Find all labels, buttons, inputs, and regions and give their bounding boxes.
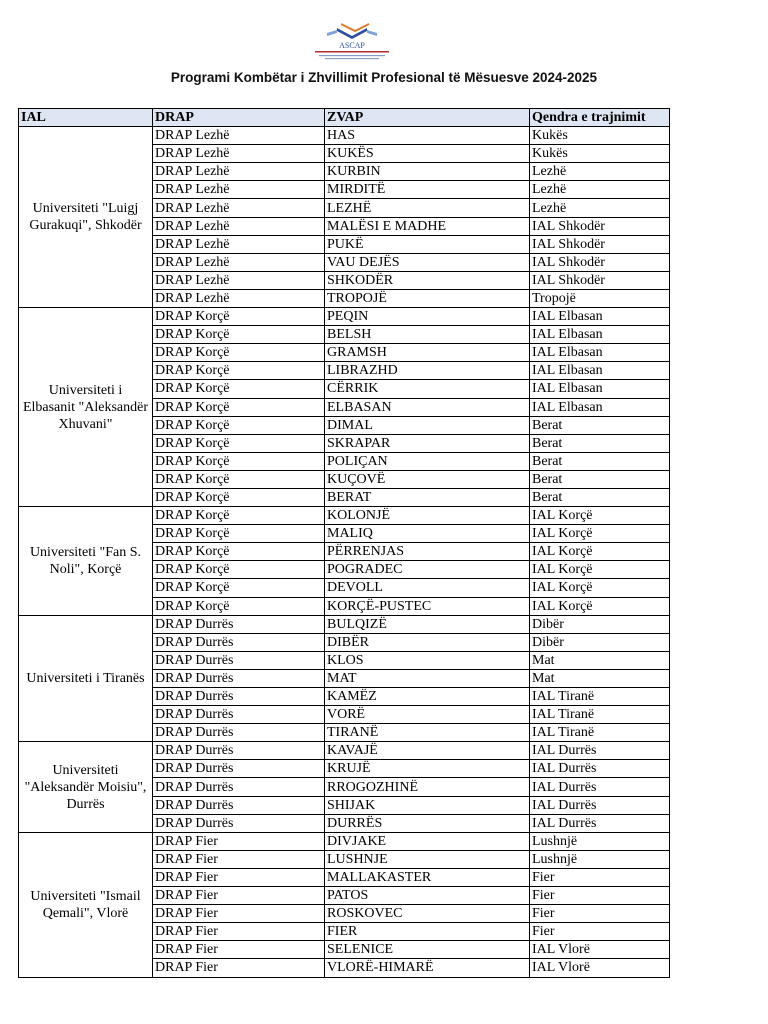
zvap-cell: HAS bbox=[325, 127, 530, 145]
document-title: Programi Kombëtar i Zhvillimit Profesional të Mësuesve 2024-2025 bbox=[170, 70, 598, 85]
column-header-ial: IAL bbox=[19, 109, 153, 127]
zvap-cell: MALIQ bbox=[325, 525, 530, 543]
zvap-cell: PATOS bbox=[325, 887, 530, 905]
zvap-cell: DEVOLL bbox=[325, 579, 530, 597]
drap-cell: DRAP Lezhë bbox=[153, 145, 325, 163]
zvap-cell: MAT bbox=[325, 669, 530, 687]
zvap-cell: LIBRAZHD bbox=[325, 362, 530, 380]
training-center-cell: Tropojë bbox=[530, 289, 670, 307]
training-center-cell: IAL Korçë bbox=[530, 597, 670, 615]
ascap-logo bbox=[297, 18, 407, 64]
drap-cell: DRAP Korçë bbox=[153, 398, 325, 416]
training-center-cell: Berat bbox=[530, 488, 670, 506]
training-center-cell: IAL Elbasan bbox=[530, 326, 670, 344]
drap-cell: DRAP Korçë bbox=[153, 488, 325, 506]
drap-cell: DRAP Durrës bbox=[153, 778, 325, 796]
drap-cell: DRAP Korçë bbox=[153, 362, 325, 380]
zvap-cell: VORË bbox=[325, 706, 530, 724]
training-center-cell: IAL Tiranë bbox=[530, 688, 670, 706]
drap-cell: DRAP Fier bbox=[153, 832, 325, 850]
drap-cell: DRAP Korçë bbox=[153, 470, 325, 488]
training-center-cell: Berat bbox=[530, 470, 670, 488]
drap-cell: DRAP Durrës bbox=[153, 615, 325, 633]
training-center-cell: Lezhë bbox=[530, 199, 670, 217]
drap-cell: DRAP Fier bbox=[153, 905, 325, 923]
training-center-cell: Kukës bbox=[530, 145, 670, 163]
drap-cell: DRAP Durrës bbox=[153, 688, 325, 706]
training-center-cell: Fier bbox=[530, 868, 670, 886]
zvap-cell: MALLAKASTER bbox=[325, 868, 530, 886]
training-center-cell: Lushnjë bbox=[530, 832, 670, 850]
zvap-cell: RROGOZHINË bbox=[325, 778, 530, 796]
zvap-cell: DURRËS bbox=[325, 814, 530, 832]
zvap-cell: SELENICE bbox=[325, 941, 530, 959]
drap-cell: DRAP Durrës bbox=[153, 669, 325, 687]
assignment-table bbox=[18, 108, 670, 978]
drap-cell: DRAP Durrës bbox=[153, 706, 325, 724]
table-row bbox=[19, 308, 670, 326]
training-center-cell: IAL Korçë bbox=[530, 579, 670, 597]
training-center-cell: Fier bbox=[530, 887, 670, 905]
table-header-row bbox=[19, 109, 670, 127]
training-center-cell: Berat bbox=[530, 434, 670, 452]
drap-cell: DRAP Korçë bbox=[153, 344, 325, 362]
drap-cell: DRAP Korçë bbox=[153, 326, 325, 344]
ial-institution-cell: Universiteti "Aleksandër Moisiu", Durrës bbox=[19, 742, 153, 832]
zvap-cell: SHKODËR bbox=[325, 271, 530, 289]
drap-cell: DRAP Durrës bbox=[153, 814, 325, 832]
zvap-cell: PEQIN bbox=[325, 308, 530, 326]
zvap-cell: SHIJAK bbox=[325, 796, 530, 814]
training-center-cell: IAL Tiranë bbox=[530, 706, 670, 724]
training-center-cell: Berat bbox=[530, 452, 670, 470]
training-center-cell: IAL Elbasan bbox=[530, 362, 670, 380]
drap-cell: DRAP Durrës bbox=[153, 651, 325, 669]
zvap-cell: KLOS bbox=[325, 651, 530, 669]
zvap-cell: KAMËZ bbox=[325, 688, 530, 706]
drap-cell: DRAP Fier bbox=[153, 868, 325, 886]
zvap-cell: POLIÇAN bbox=[325, 452, 530, 470]
logo-wordmark: ASCAP bbox=[339, 41, 365, 50]
training-center-cell: IAL Durrës bbox=[530, 778, 670, 796]
table-row bbox=[19, 742, 670, 760]
zvap-cell: DIBËR bbox=[325, 633, 530, 651]
training-center-cell: Mat bbox=[530, 651, 670, 669]
drap-cell: DRAP Korçë bbox=[153, 525, 325, 543]
training-center-cell: IAL Shkodër bbox=[530, 271, 670, 289]
zvap-cell: KURBIN bbox=[325, 163, 530, 181]
zvap-cell: KRUJË bbox=[325, 760, 530, 778]
ial-institution-cell: Universiteti i Elbasanit "Aleksandër Xhuvani" bbox=[19, 308, 153, 507]
drap-cell: DRAP Durrës bbox=[153, 760, 325, 778]
training-center-cell: IAL Elbasan bbox=[530, 398, 670, 416]
zvap-cell: VLORË-HIMARË bbox=[325, 959, 530, 977]
zvap-cell: FIER bbox=[325, 923, 530, 941]
drap-cell: DRAP Korçë bbox=[153, 597, 325, 615]
zvap-cell: KUÇOVË bbox=[325, 470, 530, 488]
training-center-cell: Mat bbox=[530, 669, 670, 687]
zvap-cell: KORÇË-PUSTEC bbox=[325, 597, 530, 615]
drap-cell: DRAP Korçë bbox=[153, 561, 325, 579]
training-center-cell: Fier bbox=[530, 905, 670, 923]
zvap-cell: MIRDITË bbox=[325, 181, 530, 199]
training-center-cell: IAL Shkodër bbox=[530, 217, 670, 235]
zvap-cell: GRAMSH bbox=[325, 344, 530, 362]
training-center-cell: IAL Korçë bbox=[530, 561, 670, 579]
table-body bbox=[19, 127, 670, 977]
training-center-cell: IAL Shkodër bbox=[530, 235, 670, 253]
drap-cell: DRAP Lezhë bbox=[153, 127, 325, 145]
drap-cell: DRAP Korçë bbox=[153, 308, 325, 326]
zvap-cell: KOLONJË bbox=[325, 507, 530, 525]
zvap-cell: BULQIZË bbox=[325, 615, 530, 633]
drap-cell: DRAP Fier bbox=[153, 850, 325, 868]
training-center-cell: IAL Shkodër bbox=[530, 253, 670, 271]
ial-institution-cell: Universiteti "Luigj Gurakuqi", Shkodër bbox=[19, 127, 153, 308]
column-header-zvap: ZVAP bbox=[325, 109, 530, 127]
drap-cell: DRAP Lezhë bbox=[153, 163, 325, 181]
drap-cell: DRAP Korçë bbox=[153, 380, 325, 398]
drap-cell: DRAP Korçë bbox=[153, 416, 325, 434]
zvap-cell: LUSHNJE bbox=[325, 850, 530, 868]
zvap-cell: SKRAPAR bbox=[325, 434, 530, 452]
ial-institution-cell: Universiteti i Tiranës bbox=[19, 615, 153, 742]
zvap-cell: DIVJAKE bbox=[325, 832, 530, 850]
table-row bbox=[19, 615, 670, 633]
zvap-cell: BERAT bbox=[325, 488, 530, 506]
drap-cell: DRAP Korçë bbox=[153, 434, 325, 452]
training-center-cell: IAL Elbasan bbox=[530, 308, 670, 326]
training-center-cell: IAL Elbasan bbox=[530, 344, 670, 362]
zvap-cell: TROPOJË bbox=[325, 289, 530, 307]
drap-cell: DRAP Fier bbox=[153, 923, 325, 941]
column-header-drap: DRAP bbox=[153, 109, 325, 127]
ial-institution-cell: Universiteti "Ismail Qemali", Vlorë bbox=[19, 832, 153, 977]
training-center-cell: Dibër bbox=[530, 615, 670, 633]
training-center-cell: Kukës bbox=[530, 127, 670, 145]
drap-cell: DRAP Durrës bbox=[153, 796, 325, 814]
drap-cell: DRAP Lezhë bbox=[153, 217, 325, 235]
training-center-cell: Lezhë bbox=[530, 163, 670, 181]
table-row bbox=[19, 127, 670, 145]
training-center-cell: IAL Korçë bbox=[530, 507, 670, 525]
zvap-cell: TIRANË bbox=[325, 724, 530, 742]
training-center-cell: IAL Durrës bbox=[530, 742, 670, 760]
zvap-cell: DIMAL bbox=[325, 416, 530, 434]
training-center-cell: Lushnjë bbox=[530, 850, 670, 868]
zvap-cell: VAU DEJËS bbox=[325, 253, 530, 271]
training-center-cell: Dibër bbox=[530, 633, 670, 651]
drap-cell: DRAP Korçë bbox=[153, 579, 325, 597]
training-center-cell: Berat bbox=[530, 416, 670, 434]
training-center-cell: IAL Vlorë bbox=[530, 959, 670, 977]
table-row bbox=[19, 507, 670, 525]
drap-cell: DRAP Lezhë bbox=[153, 235, 325, 253]
zvap-cell: KUKËS bbox=[325, 145, 530, 163]
zvap-cell: POGRADEC bbox=[325, 561, 530, 579]
zvap-cell: KAVAJË bbox=[325, 742, 530, 760]
training-center-cell: IAL Vlorë bbox=[530, 941, 670, 959]
training-center-cell: IAL Durrës bbox=[530, 796, 670, 814]
training-center-cell: Fier bbox=[530, 923, 670, 941]
training-center-cell: IAL Durrës bbox=[530, 760, 670, 778]
drap-cell: DRAP Lezhë bbox=[153, 181, 325, 199]
drap-cell: DRAP Lezhë bbox=[153, 253, 325, 271]
ial-institution-cell: Universiteti "Fan S. Noli", Korçë bbox=[19, 507, 153, 616]
drap-cell: DRAP Fier bbox=[153, 941, 325, 959]
training-center-cell: IAL Tiranë bbox=[530, 724, 670, 742]
drap-cell: DRAP Korçë bbox=[153, 543, 325, 561]
drap-cell: DRAP Durrës bbox=[153, 724, 325, 742]
zvap-cell: MALËSI E MADHE bbox=[325, 217, 530, 235]
drap-cell: DRAP Lezhë bbox=[153, 271, 325, 289]
drap-cell: DRAP Fier bbox=[153, 887, 325, 905]
drap-cell: DRAP Durrës bbox=[153, 633, 325, 651]
drap-cell: DRAP Korçë bbox=[153, 452, 325, 470]
zvap-cell: ROSKOVEC bbox=[325, 905, 530, 923]
drap-cell: DRAP Korçë bbox=[153, 507, 325, 525]
zvap-cell: BELSH bbox=[325, 326, 530, 344]
zvap-cell: CËRRIK bbox=[325, 380, 530, 398]
training-center-cell: IAL Elbasan bbox=[530, 380, 670, 398]
drap-cell: DRAP Fier bbox=[153, 959, 325, 977]
table-row bbox=[19, 832, 670, 850]
zvap-cell: PËRRENJAS bbox=[325, 543, 530, 561]
zvap-cell: PUKË bbox=[325, 235, 530, 253]
training-center-cell: Lezhë bbox=[530, 181, 670, 199]
zvap-cell: ELBASAN bbox=[325, 398, 530, 416]
drap-cell: DRAP Lezhë bbox=[153, 289, 325, 307]
training-center-cell: IAL Durrës bbox=[530, 814, 670, 832]
drap-cell: DRAP Lezhë bbox=[153, 199, 325, 217]
column-header-training-center: Qendra e trajnimit bbox=[530, 109, 670, 127]
training-center-cell: IAL Korçë bbox=[530, 525, 670, 543]
zvap-cell: LEZHË bbox=[325, 199, 530, 217]
drap-cell: DRAP Durrës bbox=[153, 742, 325, 760]
training-center-cell: IAL Korçë bbox=[530, 543, 670, 561]
